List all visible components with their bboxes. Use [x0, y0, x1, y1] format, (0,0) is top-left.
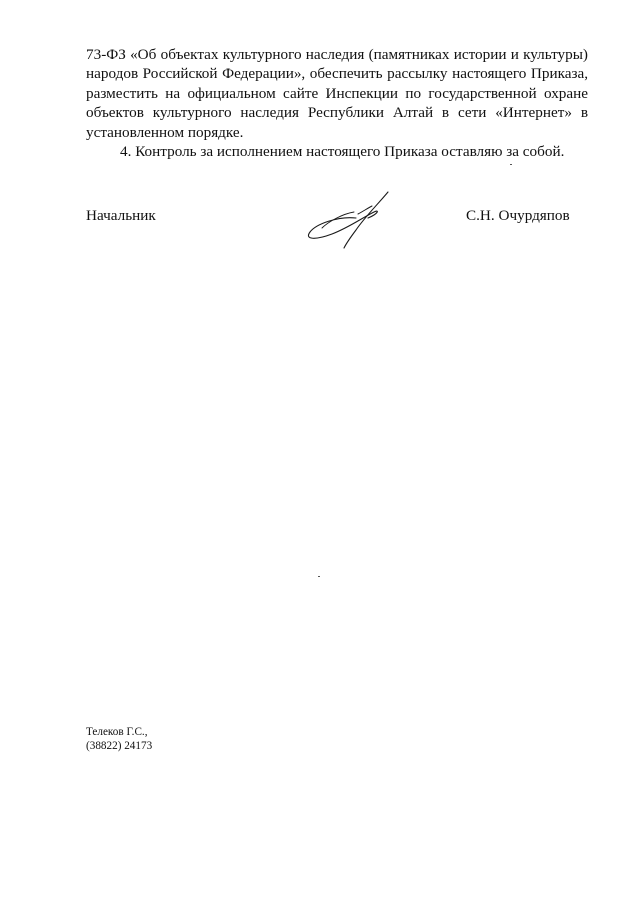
scan-speck: [510, 164, 512, 165]
paragraph-continuation: 73-ФЗ «Об объектах культурного наследия (памятниках истории и культуры) народов Российской Федерации», обеспечить рассылку настоящего Приказа, разместить на официальном сайте Инспекции по государственной охране объектов культурного наследия Республики Алтай в сети «Интернет» в установленном порядке.: [86, 46, 588, 141]
scan-speck: [318, 576, 320, 577]
executor-phone: (38822) 24173: [86, 740, 153, 753]
signer-position: Начальник: [86, 207, 156, 224]
executor-info: [86, 725, 152, 754]
signer-name: С.Н. Очурдяпов: [466, 207, 570, 224]
document-body: [86, 45, 588, 161]
paragraph-item-4: 4. Контроль за исполнением настоящего Приказа оставляю за собой.: [120, 143, 565, 161]
handwritten-signature: [298, 188, 398, 250]
executor-name: Телеков Г.С.,: [86, 726, 148, 738]
